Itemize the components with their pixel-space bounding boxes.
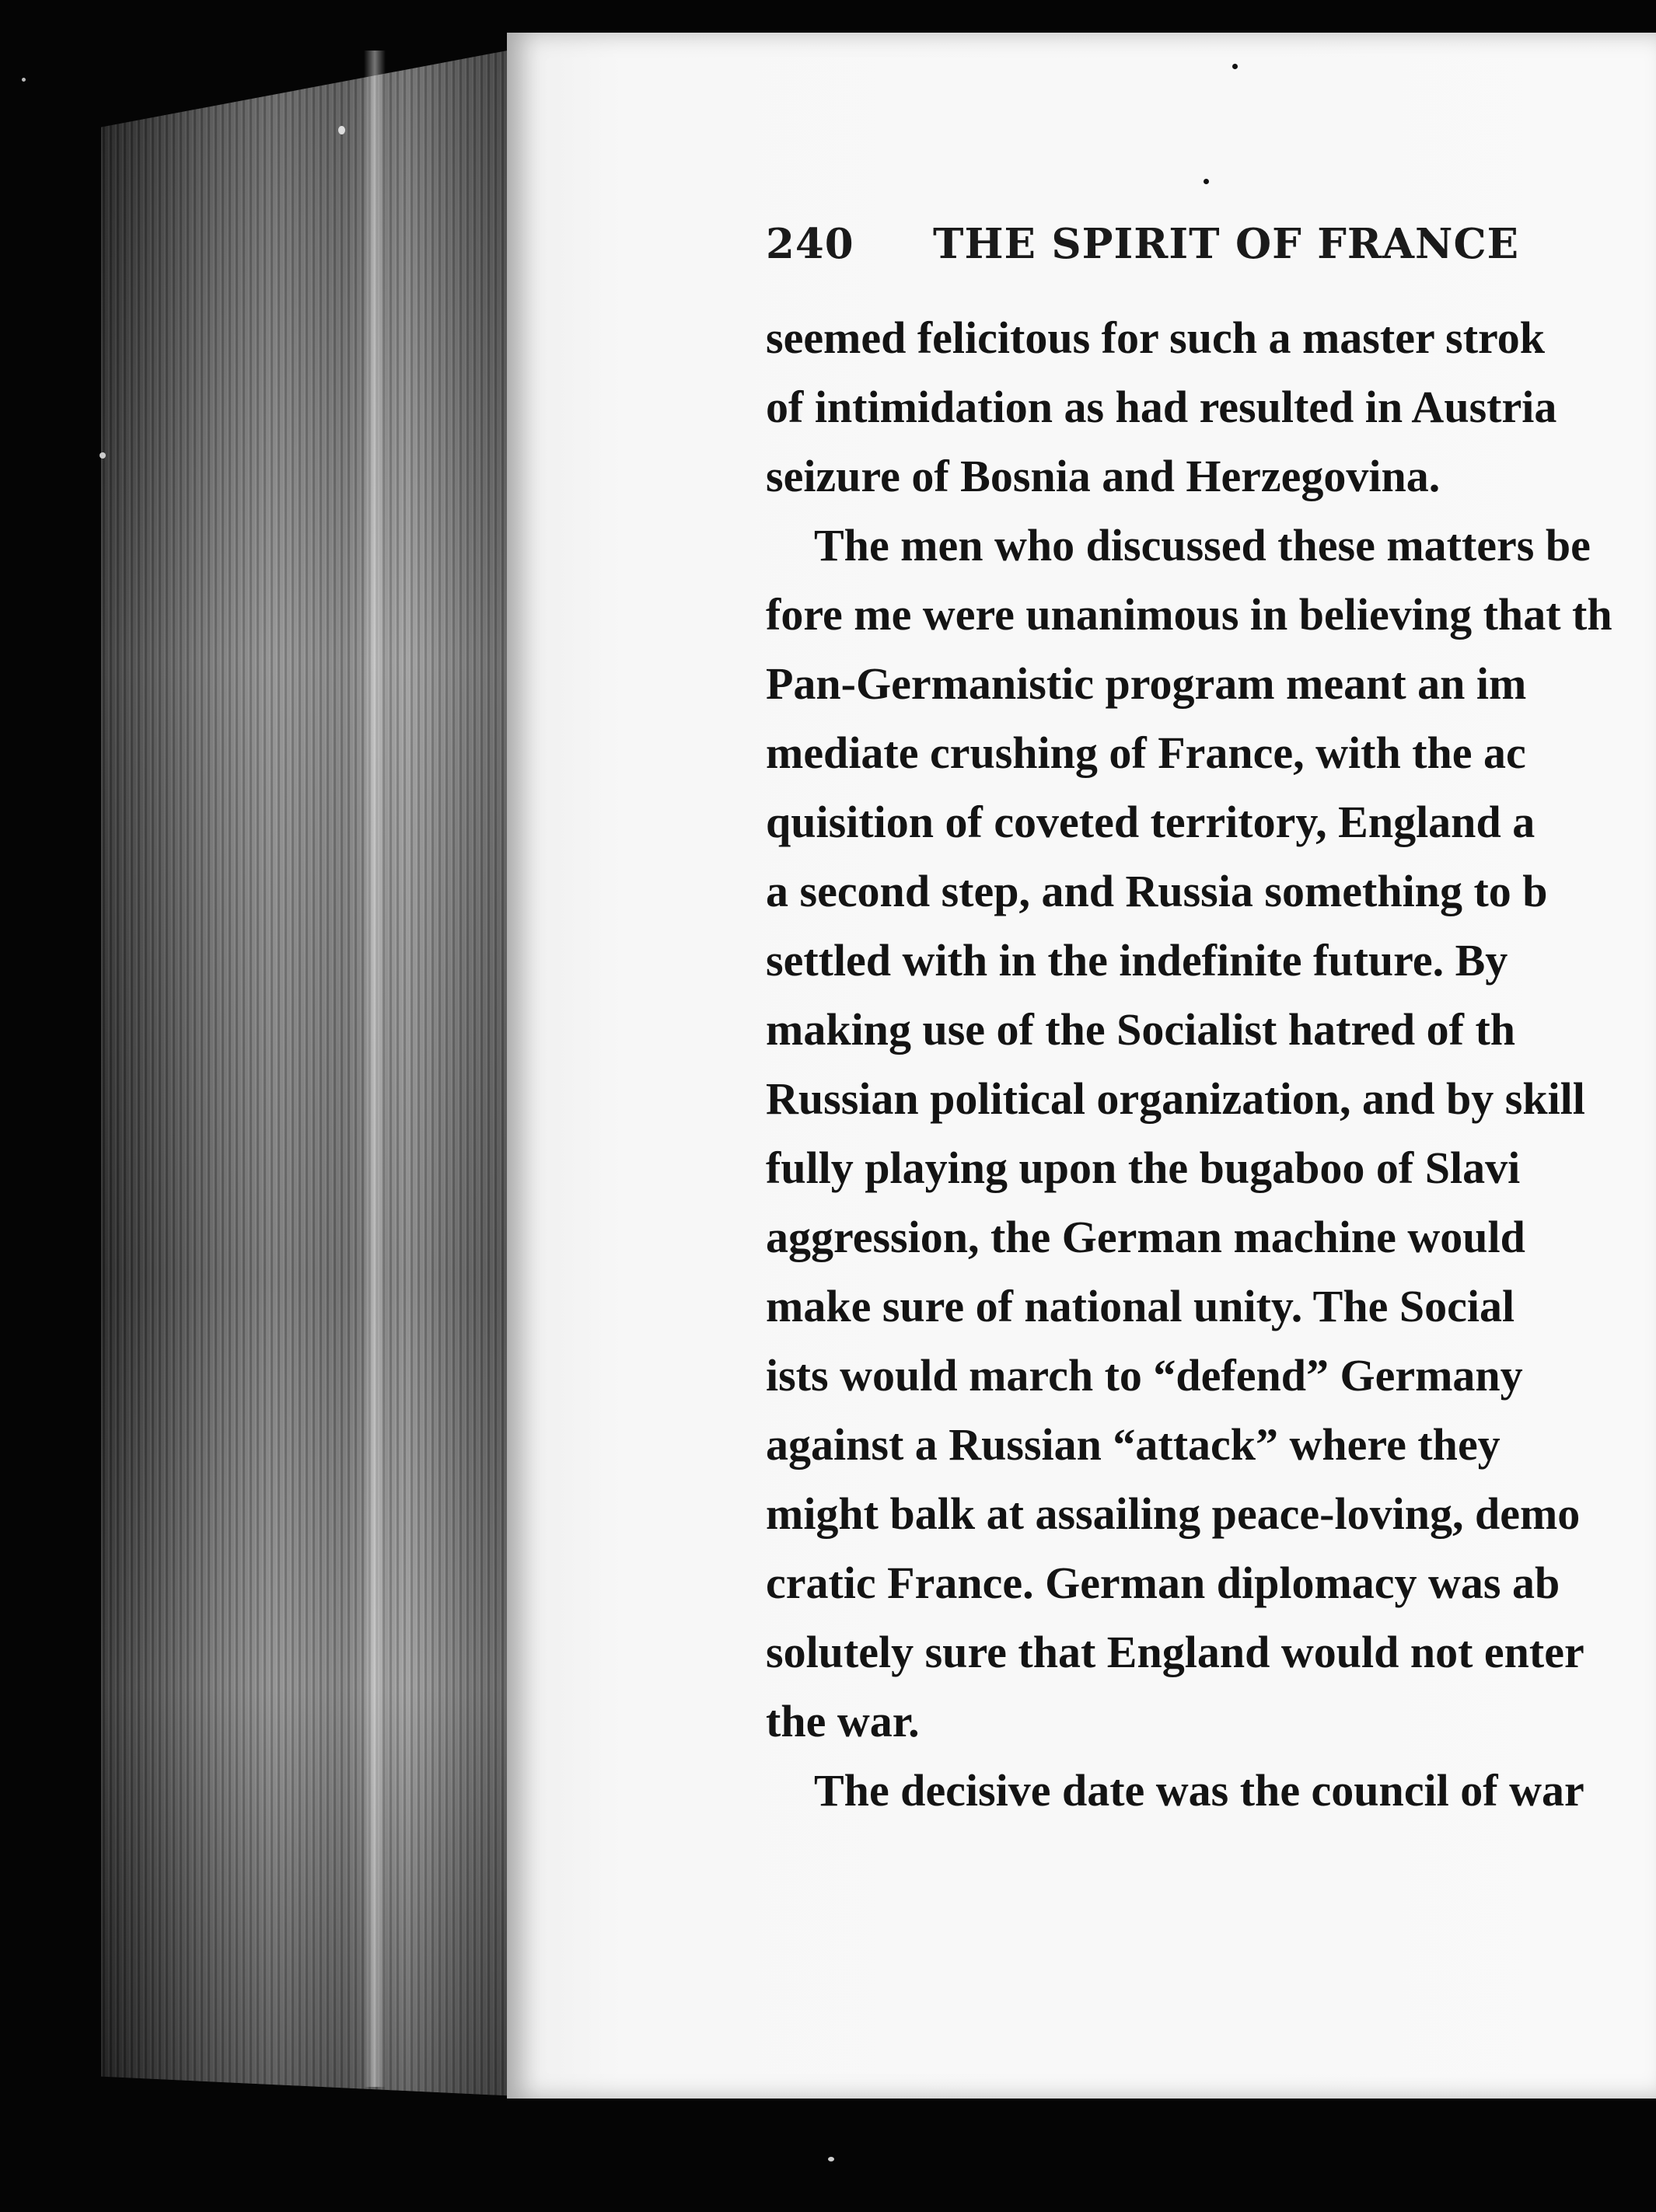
text-line: fore me were unanimous in believing that th [766, 589, 1612, 640]
paragraph-first-line: The men who discussed these matters be [814, 520, 1591, 570]
running-head [766, 220, 1519, 268]
dust-speck [1204, 179, 1209, 184]
dust-speck [1232, 64, 1238, 69]
text-line: seemed felicitous for such a master strok [766, 312, 1545, 363]
dust-speck [100, 452, 106, 459]
text-line: Pan-Germanistic program meant an im [766, 658, 1527, 709]
text-line: of intimidation as had resulted in Austria [766, 382, 1557, 432]
text-line: a second step, and Russia something to b [766, 866, 1548, 916]
text-line: cratic France. German diplomacy was ab [766, 1558, 1560, 1608]
text-line: ists would march to “defend” Germany [766, 1350, 1523, 1401]
text-line: making use of the Socialist hatred of th [766, 1004, 1516, 1055]
text-line: make sure of national unity. The Social [766, 1281, 1515, 1331]
page-edge-highlight [364, 51, 386, 2087]
text-line: fully playing upon the bugaboo of Slavi [766, 1143, 1521, 1193]
page-edge-shading [101, 45, 536, 2097]
text-line: Russian political organization, and by skill [766, 1073, 1585, 1124]
text-line: solutely sure that England would not enter [766, 1627, 1584, 1677]
text-line: the war. [766, 1696, 920, 1746]
dust-speck [22, 78, 26, 82]
text-line: seizure of Bosnia and Herzegovina. [766, 451, 1441, 501]
book-title: THE SPIRIT OF FRANCE [933, 220, 1520, 268]
dust-speck [338, 126, 345, 134]
text-line: against a Russian “attack” where they [766, 1419, 1501, 1470]
body-text [766, 303, 1656, 1825]
text-line: might balk at assailing peace-loving, demo [766, 1488, 1581, 1539]
text-line: settled with in the indefinite future. By [766, 935, 1508, 986]
text-line: aggression, the German machine would [766, 1212, 1525, 1262]
text-line: mediate crushing of France, with the ac [766, 727, 1526, 778]
page-number: 240 [766, 220, 854, 268]
dust-speck [828, 2157, 834, 2161]
text-line: quisition of coveted territory, England a [766, 797, 1535, 847]
paragraph-first-line: The decisive date was the council of war [814, 1765, 1584, 1816]
